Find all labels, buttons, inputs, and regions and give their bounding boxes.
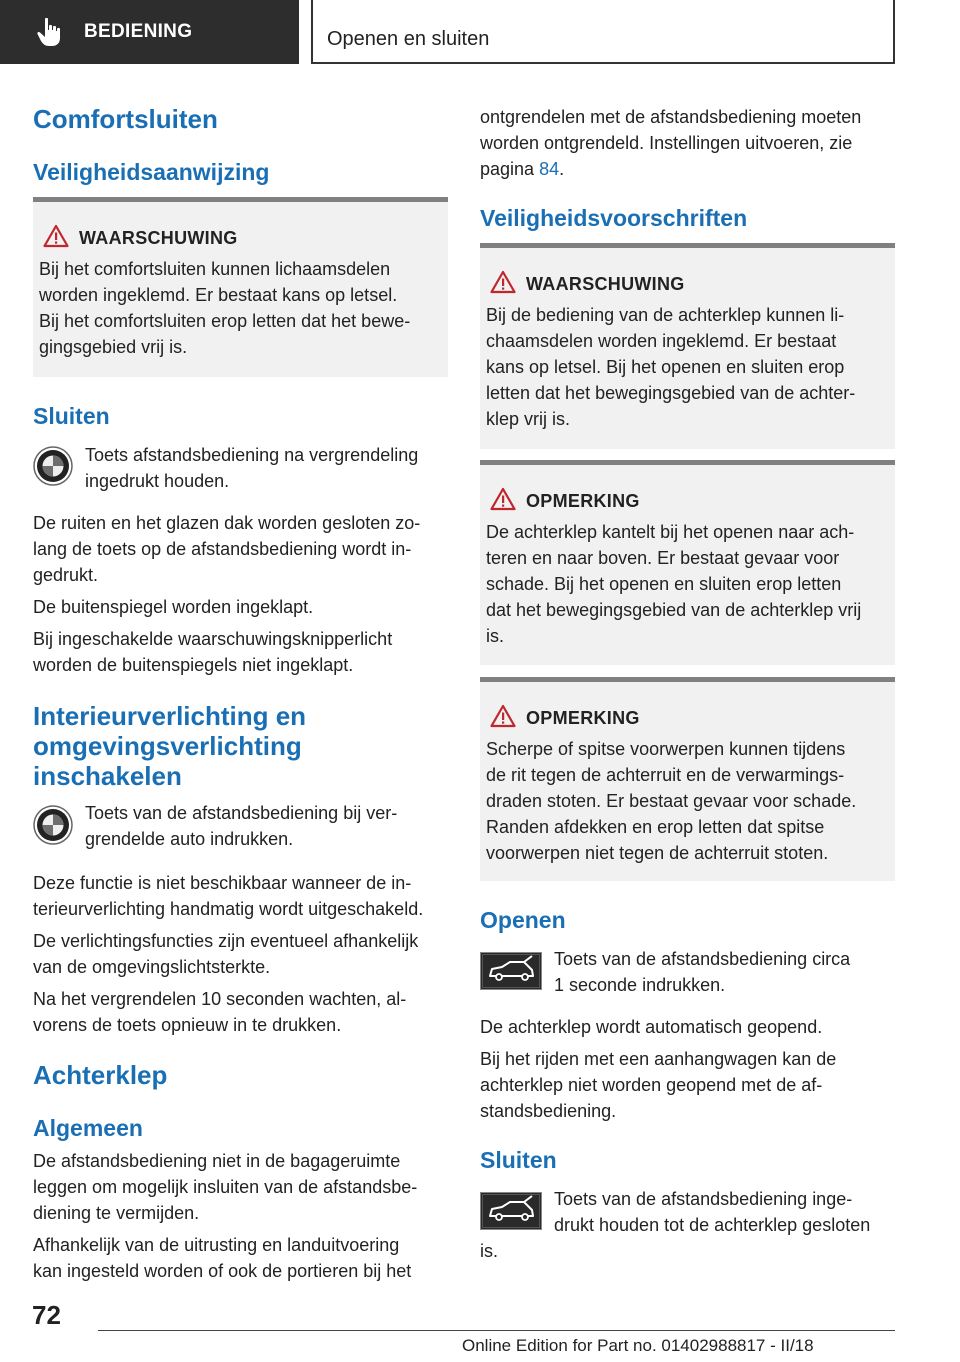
text-line: is. xyxy=(486,626,504,646)
note-text xyxy=(486,736,886,866)
warning-text xyxy=(39,256,439,360)
text-line: drukt houden tot de achterklep gesloten xyxy=(554,1215,871,1235)
heading-line: omgevingsverlichting xyxy=(33,731,302,761)
heading-algemeen: Algemeen xyxy=(33,1115,143,1141)
text-line: ingedrukt houden. xyxy=(85,471,230,491)
text-line: lang de toets op de afstandsbediening wordt in- xyxy=(33,539,412,559)
text-line: kan ingesteld worden of ook de portieren bij het xyxy=(33,1261,412,1281)
text-line: klep vrij is. xyxy=(486,409,571,429)
close-paragraph-2: De buitenspiegel worden ingeklapt. xyxy=(33,597,314,617)
text-line: Toets van de afstandsbediening circa xyxy=(554,949,851,969)
continued-paragraph xyxy=(480,104,861,182)
heading-veiligheidsaanwijzing: Veiligheidsaanwijzing xyxy=(33,159,270,185)
note-title: OPMERKING xyxy=(526,708,640,728)
text-line: Toets van de afstandsbediening bij ver- xyxy=(85,803,398,823)
text-line: draden stoten. Er bestaat gevaar voor schade. xyxy=(486,791,857,811)
close-key-text xyxy=(85,442,451,494)
open-key-text xyxy=(554,946,898,998)
text-line xyxy=(480,156,861,182)
warning-title: WAARSCHUWING xyxy=(79,228,238,248)
text-line: Afhankelijk van de uitrusting en landuitvoering xyxy=(33,1235,400,1255)
text-line: Toets van de afstandsbediening inge- xyxy=(554,1189,853,1209)
text-line: De ruiten en het glazen dak worden gesloten zo- xyxy=(33,513,421,533)
footer-edition: Online Edition for Part no. 01402988817 - II/18 xyxy=(462,1336,814,1355)
text-line: 1 seconde indrukken. xyxy=(554,975,726,995)
interior-paragraph-1 xyxy=(33,870,423,922)
text-line: vorens de toets opnieuw in te drukken. xyxy=(33,1015,342,1035)
page-link-84[interactable]: 84 xyxy=(539,159,560,179)
text-line: dat het bewegingsgebied van de achterklep vrij xyxy=(486,600,862,620)
warning-triangle-icon xyxy=(490,270,516,294)
text-line: letten dat het bewegingsgebied van de achter- xyxy=(486,383,856,403)
warning-triangle-icon xyxy=(490,487,516,511)
text-line: Deze functie is niet beschikbaar wanneer de in- xyxy=(33,873,412,893)
text-line: Bij ingeschakelde waarschuwingsknipperlicht xyxy=(33,629,393,649)
chapter-tab[interactable] xyxy=(311,0,895,64)
note-box-sharp-objects xyxy=(480,677,895,881)
text-line: teren en naar boven. Er bestaat gevaar voor xyxy=(486,548,840,568)
text-line: terieurverlichting handmatig wordt uitgeschakeld. xyxy=(33,899,424,919)
warning-title: WAARSCHUWING xyxy=(526,274,685,294)
text-line: de rit tegen de achterruit en de verwarmings- xyxy=(486,765,845,785)
page-ref-suffix: . xyxy=(559,159,565,179)
text-line: Bij het comfortsluiten kunnen lichaamsdelen xyxy=(39,259,391,279)
text-line: worden ingeklemd. Er bestaat kans op letsel. xyxy=(39,285,398,305)
tailgate-car-key-icon xyxy=(480,1192,542,1230)
bmw-logo-key-icon xyxy=(33,446,73,486)
interior-paragraph-3 xyxy=(33,986,406,1038)
heading-sluiten: Sluiten xyxy=(33,403,110,429)
text-line: voorwerpen niet tegen de achterruit stoten. xyxy=(486,843,829,863)
general-paragraph-2 xyxy=(33,1232,411,1284)
close2-key-text xyxy=(554,1186,898,1238)
close2-tail: is. xyxy=(480,1241,498,1261)
text-line: standsbediening. xyxy=(480,1101,617,1121)
heading-line: Interieurverlichting en xyxy=(33,701,307,731)
text-line: De achterklep kantelt bij het openen naar ach- xyxy=(486,522,855,542)
hand-pointer-icon xyxy=(36,17,64,47)
heading-interieurverlichting xyxy=(33,701,306,791)
text-line: gingsgebied vrij is. xyxy=(39,337,188,357)
text-line: chaamsdelen worden ingeklemd. Er bestaat xyxy=(486,331,837,351)
heading-openen: Openen xyxy=(480,907,566,933)
text-line: Randen afdekken en erop letten dat spitse xyxy=(486,817,825,837)
text-line: gedrukt. xyxy=(33,565,99,585)
heading-veiligheidsvoorschriften: Veiligheidsvoorschriften xyxy=(480,205,748,231)
text-line: worden de buitenspiegels niet ingeklapt. xyxy=(33,655,354,675)
footer-divider xyxy=(98,1330,895,1331)
bmw-logo-key-icon xyxy=(33,805,73,845)
general-paragraph-1 xyxy=(33,1148,417,1226)
text-line: diening te vermijden. xyxy=(33,1203,200,1223)
interior-key-text xyxy=(85,800,451,852)
text-line: kans op letsel. Bij het openen en sluiten erop xyxy=(486,357,845,377)
open-paragraph-1: De achterklep wordt automatisch geopend. xyxy=(480,1017,823,1037)
note-title: OPMERKING xyxy=(526,491,640,511)
text-line: achterklep niet worden geopend met de af- xyxy=(480,1075,823,1095)
note-text xyxy=(486,519,886,649)
section-tab-label: BEDIENING xyxy=(84,21,193,42)
warning-triangle-icon xyxy=(43,224,69,248)
warning-box-comfort xyxy=(33,197,448,377)
text-line: grendelde auto indrukken. xyxy=(85,829,294,849)
text-line: Bij het rijden met een aanhangwagen kan de xyxy=(480,1049,837,1069)
text-line: De verlichtingsfuncties zijn eventueel afhankelijk xyxy=(33,931,419,951)
tailgate-car-key-icon xyxy=(480,952,542,990)
page-header xyxy=(0,0,960,66)
chapter-tab-label: Openen en sluiten xyxy=(327,28,490,50)
text-line: Scherpe of spitse voorwerpen kunnen tijdens xyxy=(486,739,846,759)
text-line: worden ontgrendeld. Instellingen uitvoeren, zie xyxy=(480,133,853,153)
text-line: Bij de bediening van de achterklep kunnen li- xyxy=(486,305,845,325)
text-line: De afstandsbediening niet in de bagageruimte xyxy=(33,1151,401,1171)
warning-text xyxy=(486,302,886,432)
warning-triangle-icon xyxy=(490,704,516,728)
text-line: ontgrendelen met de afstandsbediening moeten xyxy=(480,107,862,127)
interior-paragraph-2 xyxy=(33,928,418,980)
text-line: Na het vergrendelen 10 seconden wachten, al- xyxy=(33,989,407,1009)
text-line: Toets afstandsbediening na vergrendeling xyxy=(85,445,419,465)
open-paragraph-2 xyxy=(480,1046,836,1124)
page-ref-prefix: pagina xyxy=(480,159,540,179)
close-paragraph-1 xyxy=(33,510,420,588)
heading-sluiten-achterklep: Sluiten xyxy=(480,1147,557,1173)
note-box-tilting xyxy=(480,460,895,665)
section-tab[interactable] xyxy=(0,0,299,64)
page-number: 72 xyxy=(32,1300,61,1330)
text-line: van de omgevingslichtsterkte. xyxy=(33,957,271,977)
text-line: Bij het comfortsluiten erop letten dat het bewe- xyxy=(39,311,411,331)
warning-box-tailgate xyxy=(480,243,895,449)
heading-achterklep: Achterklep xyxy=(33,1060,168,1090)
close-paragraph-3 xyxy=(33,626,392,678)
heading-line: inschakelen xyxy=(33,761,182,791)
text-line: schade. Bij het openen en sluiten erop letten xyxy=(486,574,842,594)
text-line: leggen om mogelijk insluiten van de afstandsbe- xyxy=(33,1177,418,1197)
heading-comfortsluiten: Comfortsluiten xyxy=(33,104,218,134)
